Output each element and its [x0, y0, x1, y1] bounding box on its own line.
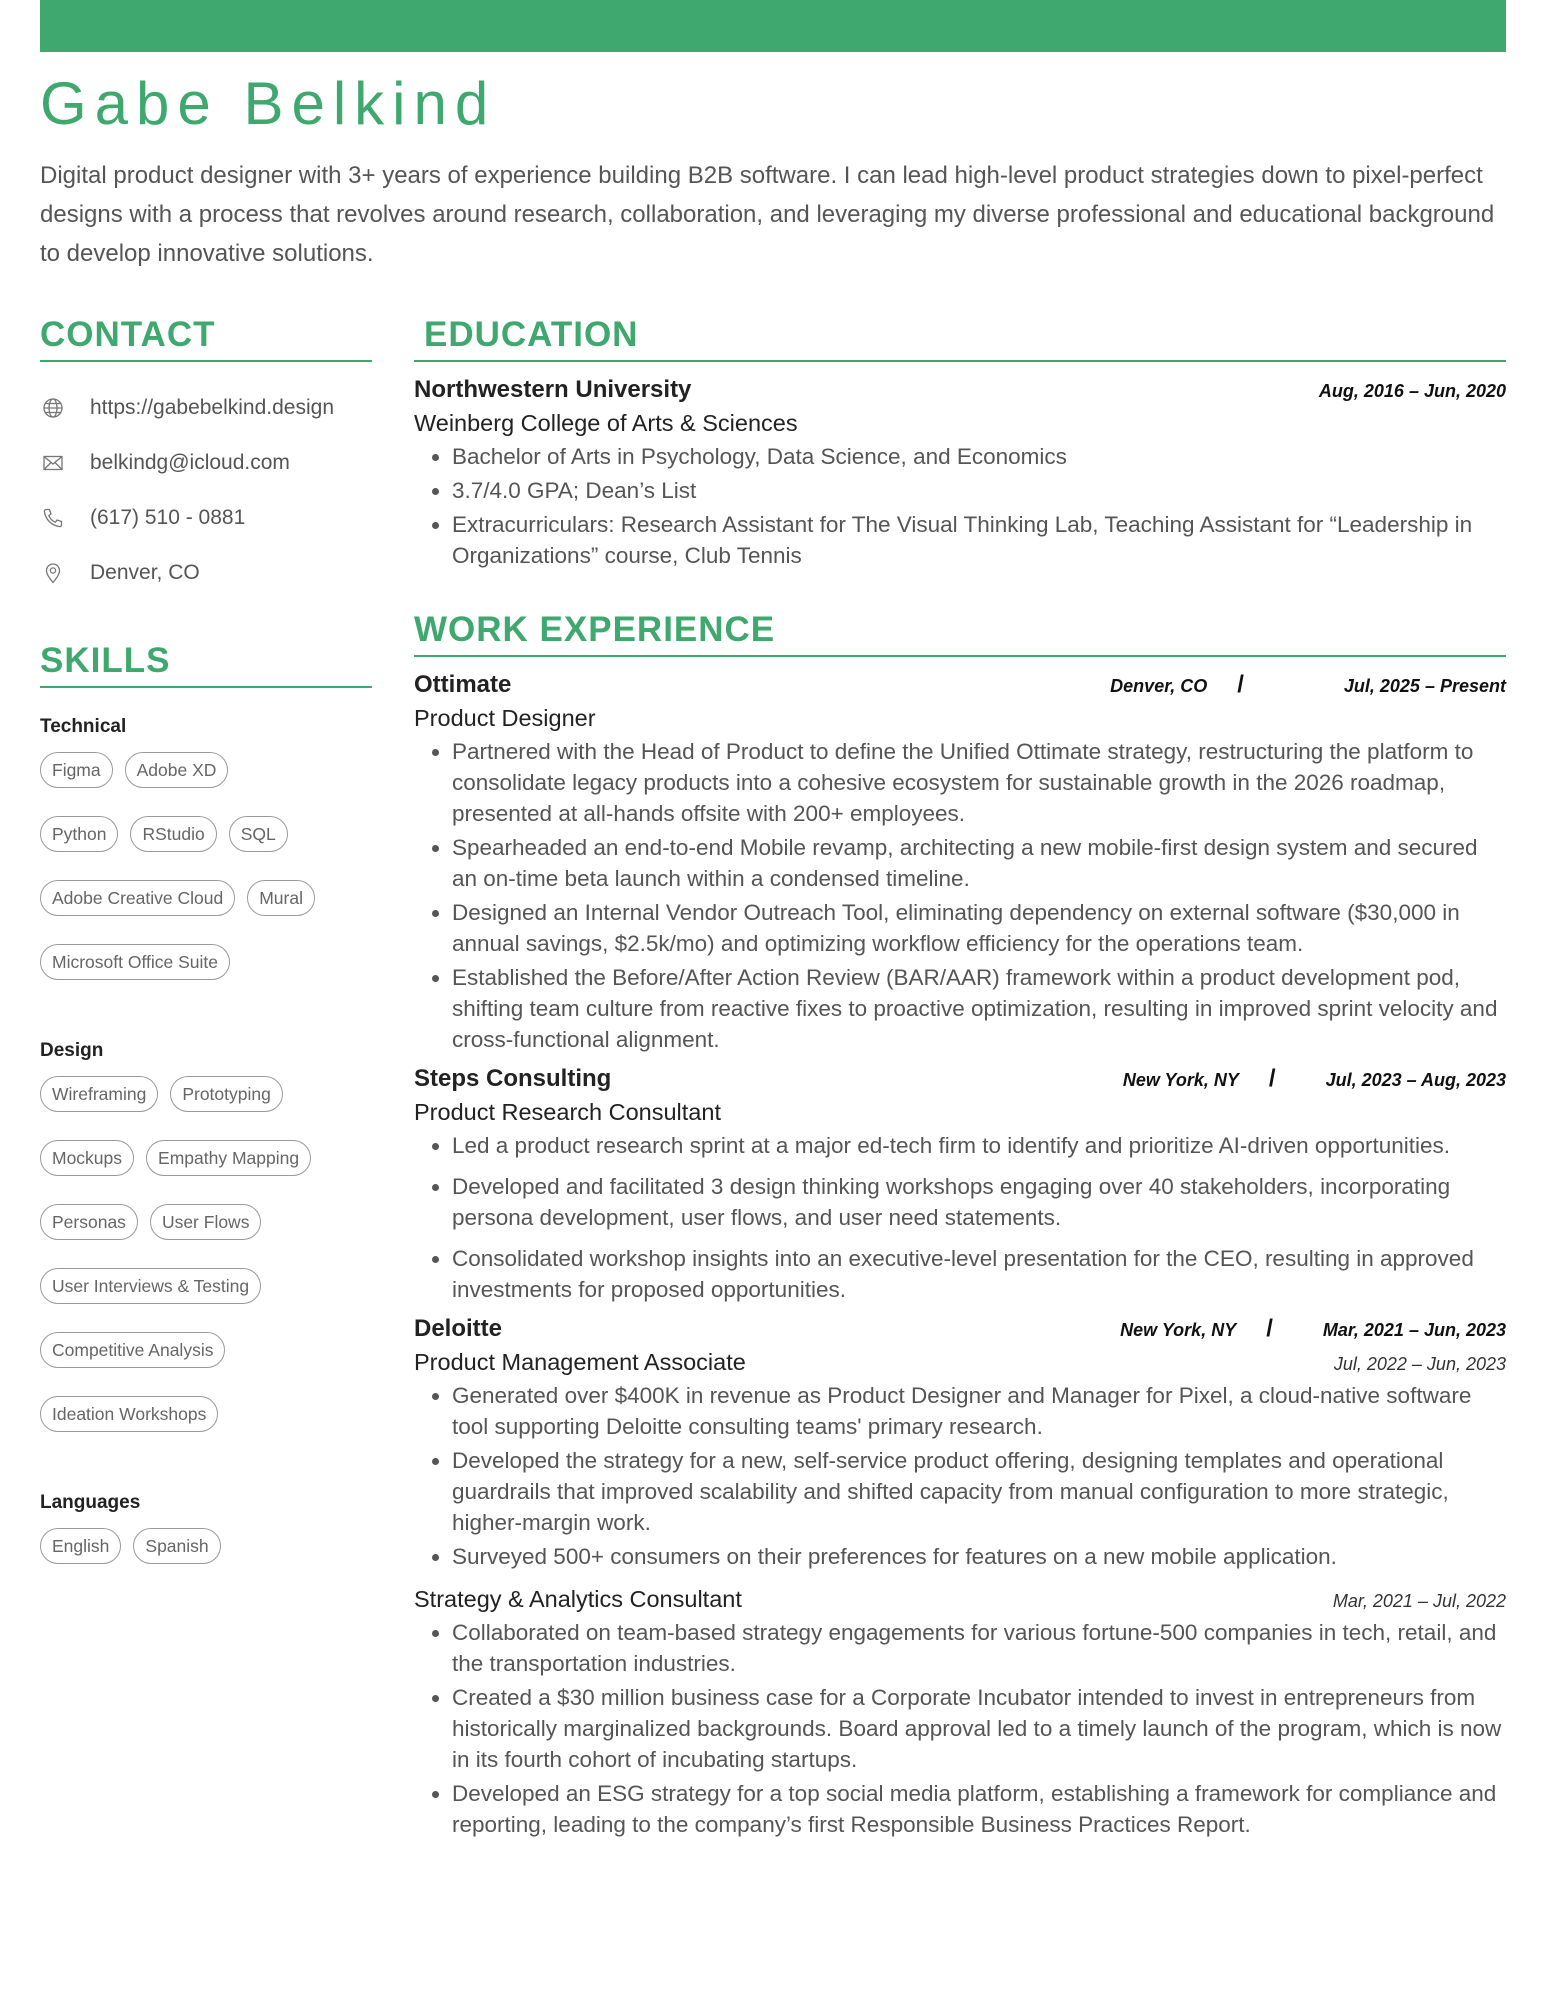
contact-phone[interactable] — [40, 490, 372, 545]
contact-location — [40, 545, 372, 600]
list-item: • Established the Before/After Action Review (BAR/AAR) framework within a product development pod, shifting team culture from reactive fixes to proactive optimization, resulting in improved sprint velocity and cross-functional alignment. — [452, 962, 1506, 1055]
job-header — [414, 671, 1506, 699]
skills-title: SKILLS — [40, 636, 372, 688]
list-item: • 3.7/4.0 GPA; Dean’s List — [452, 475, 1506, 506]
job-dates: Jul, 2025 – Present — [1343, 676, 1506, 696]
work-section — [414, 605, 1506, 1840]
list-item: • Collaborated on team-based strategy engagements for various fortune-500 companies in tech, retail, and the transportation industries. — [452, 1617, 1506, 1679]
right-column — [414, 310, 1506, 1843]
globe-icon — [40, 395, 66, 421]
skill-pills — [40, 752, 372, 980]
job-role: Product Research Consultant — [414, 1099, 721, 1125]
job-role: Product Management Associate — [414, 1349, 746, 1375]
education-bullets — [414, 441, 1506, 571]
list-item: • Consolidated workshop insights into an executive-level presentation for the CEO, resulting in approved investments for proposed opportunities. — [452, 1243, 1506, 1305]
work-title: WORK EXPERIENCE — [414, 605, 1506, 657]
skill-pills — [40, 1528, 372, 1564]
job-bullets — [414, 1380, 1506, 1572]
college-name: Weinberg College of Arts & Sciences — [414, 410, 798, 436]
job-dates: Mar, 2021 – Jun, 2023 — [1322, 1320, 1506, 1340]
job-header — [414, 1065, 1506, 1093]
location-pin-icon — [40, 560, 66, 586]
skill-pill: Ideation Workshops — [40, 1396, 218, 1432]
job-deloitte — [414, 1315, 1506, 1840]
header-accent-bar — [40, 0, 1506, 52]
skill-pill: English — [40, 1528, 121, 1564]
candidate-name: Gabe Belkind — [40, 70, 497, 137]
job-ottimate — [414, 671, 1506, 1055]
company-name: Ottimate — [414, 671, 512, 698]
list-item: • Developed the strategy for a new, self-service product offering, designing templates and operational guardrails that improved scalability and shifted capacity from manual configuration to more strategic, higher-margin work. — [452, 1445, 1506, 1538]
skill-pill: Empathy Mapping — [146, 1140, 311, 1176]
location-text: Denver, CO — [90, 560, 200, 584]
skill-pill: Competitive Analysis — [40, 1332, 225, 1368]
education-header — [414, 376, 1506, 404]
separator: / — [1268, 1065, 1276, 1092]
skill-pill: SQL — [229, 816, 288, 852]
contact-list — [40, 380, 372, 600]
list-item: • Created a $30 million business case for a Corporate Incubator intended to invest in entrepreneurs from historically marginalized backgrounds. Board approval led to a timely launch of the program, which is now in its fourth cohort of incubating startups. — [452, 1682, 1506, 1775]
job-meta — [1123, 1065, 1506, 1093]
list-item: • Partnered with the Head of Product to define the Unified Ottimate strategy, restructuring the platform to consolidate legacy products into a cohesive ecosystem for sustainable growth in the 2026 roadmap, presented at all-hands offsite with 200+ employees. — [452, 736, 1506, 829]
job-header — [414, 1315, 1506, 1343]
job-location: New York, NY — [1122, 1070, 1239, 1090]
role-dates: Mar, 2021 – Jul, 2022 — [1332, 1591, 1506, 1611]
skill-group-title: Technical — [40, 716, 127, 737]
skill-group-languages — [40, 1492, 372, 1564]
role-dates: Jul, 2022 – Jun, 2023 — [1333, 1354, 1506, 1374]
list-item: • Developed an ESG strategy for a top social media platform, establishing a framework for compliance and reporting, leading to the company’s first Responsible Business Practices Report. — [452, 1778, 1506, 1840]
left-column — [40, 310, 372, 1564]
company-name: Deloitte — [414, 1315, 503, 1342]
email-link[interactable]: belkindg@icloud.com — [90, 450, 290, 474]
skill-group-technical — [40, 716, 372, 980]
skill-pill: Microsoft Office Suite — [40, 944, 230, 980]
skill-pill: Spanish — [133, 1528, 220, 1564]
website-link[interactable]: https://gabebelkind.design — [90, 395, 335, 419]
list-item: • Generated over $400K in revenue as Product Designer and Manager for Pixel, a cloud-native software tool supporting Deloitte consulting teams' primary research. — [452, 1380, 1506, 1442]
skill-pill: RStudio — [130, 816, 216, 852]
list-item: • Surveyed 500+ consumers on their preferences for features on a new mobile application. — [452, 1541, 1506, 1572]
job-bullets — [414, 1130, 1506, 1305]
phone-icon — [40, 505, 66, 531]
skill-pill: Personas — [40, 1204, 138, 1240]
job-role: Product Designer — [414, 705, 596, 731]
separator: / — [1237, 671, 1244, 698]
company-name: Steps Consulting — [414, 1065, 612, 1092]
skill-pill: Adobe XD — [125, 752, 229, 788]
skill-pill: Figma — [40, 752, 113, 788]
skill-pill: Mockups — [40, 1140, 134, 1176]
skill-pill: Adobe Creative Cloud — [40, 880, 235, 916]
summary: Digital product designer with 3+ years of experience building B2B software. I can lead high-level product strategies down to pixel-perfect designs with a process that revolves around research, collaboration, and leveraging my diverse professional and educational background to develop innovative solutions. — [40, 162, 1495, 267]
skill-group-title: Languages — [40, 1492, 141, 1513]
list-item: • Extracurriculars: Research Assistant for The Visual Thinking Lab, Teaching Assistant for “Leadership in Organizations” course, Club Tennis — [452, 509, 1506, 571]
envelope-icon — [40, 450, 66, 476]
list-item: • Developed and facilitated 3 design thinking workshops engaging over 40 stakeholders, incorporating persona development, user flows, and user need statements. — [452, 1171, 1506, 1233]
skills-section — [40, 636, 372, 1564]
list-item: • Designed an Internal Vendor Outreach Tool, eliminating dependency on external software ($30,000 in annual savings, $2.5k/mo) and optimizing workflow efficiency for the operations team. — [452, 897, 1506, 959]
skill-pill: Prototyping — [170, 1076, 283, 1112]
list-item: • Bachelor of Arts in Psychology, Data Science, and Economics — [452, 441, 1506, 472]
job-meta — [1120, 1315, 1506, 1343]
school-name: Northwestern University — [414, 376, 692, 403]
sub-role-header — [414, 1349, 1506, 1376]
sub-role-header — [414, 1586, 1506, 1613]
skill-pill: User Flows — [150, 1204, 262, 1240]
job-bullets — [414, 1617, 1506, 1840]
job-meta — [1110, 671, 1506, 699]
education-title: EDUCATION — [414, 310, 1506, 362]
contact-website[interactable] — [40, 380, 372, 435]
education-dates: Aug, 2016 – Jun, 2020 — [1318, 381, 1506, 401]
job-location: Denver, CO — [1110, 676, 1208, 696]
list-item: • Spearheaded an end-to-end Mobile revamp, architecting a new mobile-first design system and secured an on-time beta launch within a condensed timeline. — [452, 832, 1506, 894]
skill-pill: Wireframing — [40, 1076, 158, 1112]
skill-group-design — [40, 1040, 372, 1432]
job-steps-consulting — [414, 1065, 1506, 1305]
separator: / — [1266, 1315, 1273, 1342]
skill-pill: Mural — [247, 880, 315, 916]
job-bullets — [414, 736, 1506, 1055]
education-entry — [414, 376, 1506, 571]
contact-email[interactable] — [40, 435, 372, 490]
job-dates: Jul, 2023 – Aug, 2023 — [1325, 1070, 1506, 1090]
job-role: Strategy & Analytics Consultant — [414, 1586, 742, 1612]
contact-title: CONTACT — [40, 310, 372, 362]
skill-pill: User Interviews & Testing — [40, 1268, 261, 1304]
job-location: New York, NY — [1120, 1320, 1237, 1340]
phone-number[interactable]: (617) 510 - 0881 — [90, 505, 246, 529]
list-item: • Led a product research sprint at a major ed-tech firm to identify and prioritize AI-driven opportunities. — [452, 1130, 1506, 1161]
skill-pills — [40, 1076, 372, 1432]
skill-pill: Python — [40, 816, 118, 852]
skill-group-title: Design — [40, 1040, 104, 1061]
